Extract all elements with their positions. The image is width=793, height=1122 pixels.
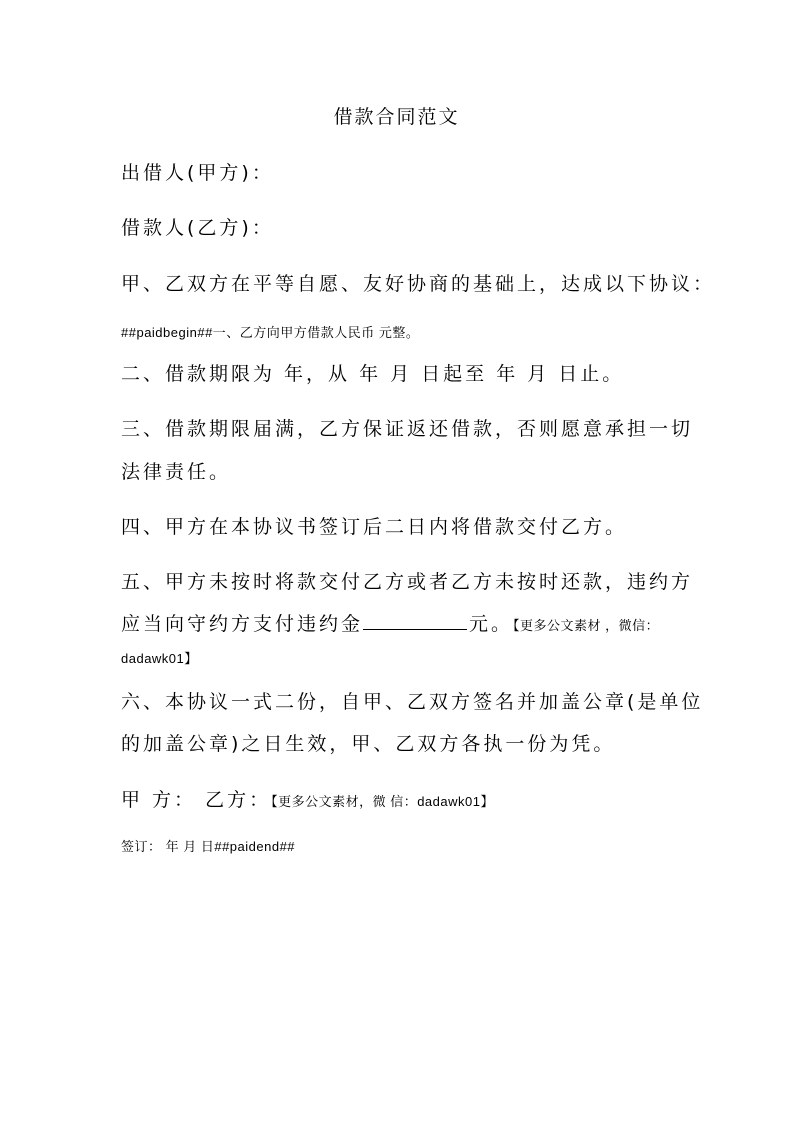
clause-3-line-1: 三、借款期限届满，乙方保证返还借款，否则愿意承担一切 — [121, 418, 694, 440]
clause-5-line-3: dadawk01】 — [121, 651, 198, 666]
clause-3-line-2: 法律责任。 — [121, 461, 232, 483]
clause-5-main-text: 应当向守约方支付违约金 — [121, 613, 364, 635]
borrower-line: 借款人(乙方)： — [121, 217, 274, 239]
lender-line: 出借人(甲方)： — [121, 162, 274, 184]
clause-5-note: 【更多公文素材 ，微信： — [513, 618, 660, 633]
document-title: 借款合同范文 — [333, 106, 460, 128]
clause-6-line-1: 六、本协议一式二份，自甲、乙双方签名并加盖公章(是单位 — [121, 691, 704, 713]
clause-2: 二、借款期限为 年，从 年 月 日起至 年 月 日止。 — [121, 363, 625, 385]
signature-note: 【更多公文素材，微 信：dadawk01】 — [271, 794, 494, 809]
clause-4: 四、甲方在本协议书签订后二日内将借款交付乙方。 — [121, 516, 628, 538]
signature-parties: 甲 方： 乙方： — [121, 789, 272, 811]
clause-5-line-1: 五、甲方未按时将款交付乙方或者乙方未按时还款，违约方 — [121, 571, 694, 593]
preamble-line: 甲、乙双方在平等自愿、友好协商的基础上，达成以下协议： — [121, 273, 716, 295]
penalty-amount-blank — [363, 611, 467, 630]
clause-6-line-2: 的加盖公章)之日生效，甲、乙双方各执一份为凭。 — [121, 733, 616, 755]
clause-1: ##paidbegin##一、乙方向甲方借款人民币 元整。 — [121, 325, 420, 340]
signing-date: 签订： 年 月 日##paidend## — [121, 839, 296, 854]
clause-5-unit: 元。 — [469, 613, 514, 635]
clause-5-line-2 — [121, 611, 659, 639]
signature-line — [121, 787, 494, 815]
